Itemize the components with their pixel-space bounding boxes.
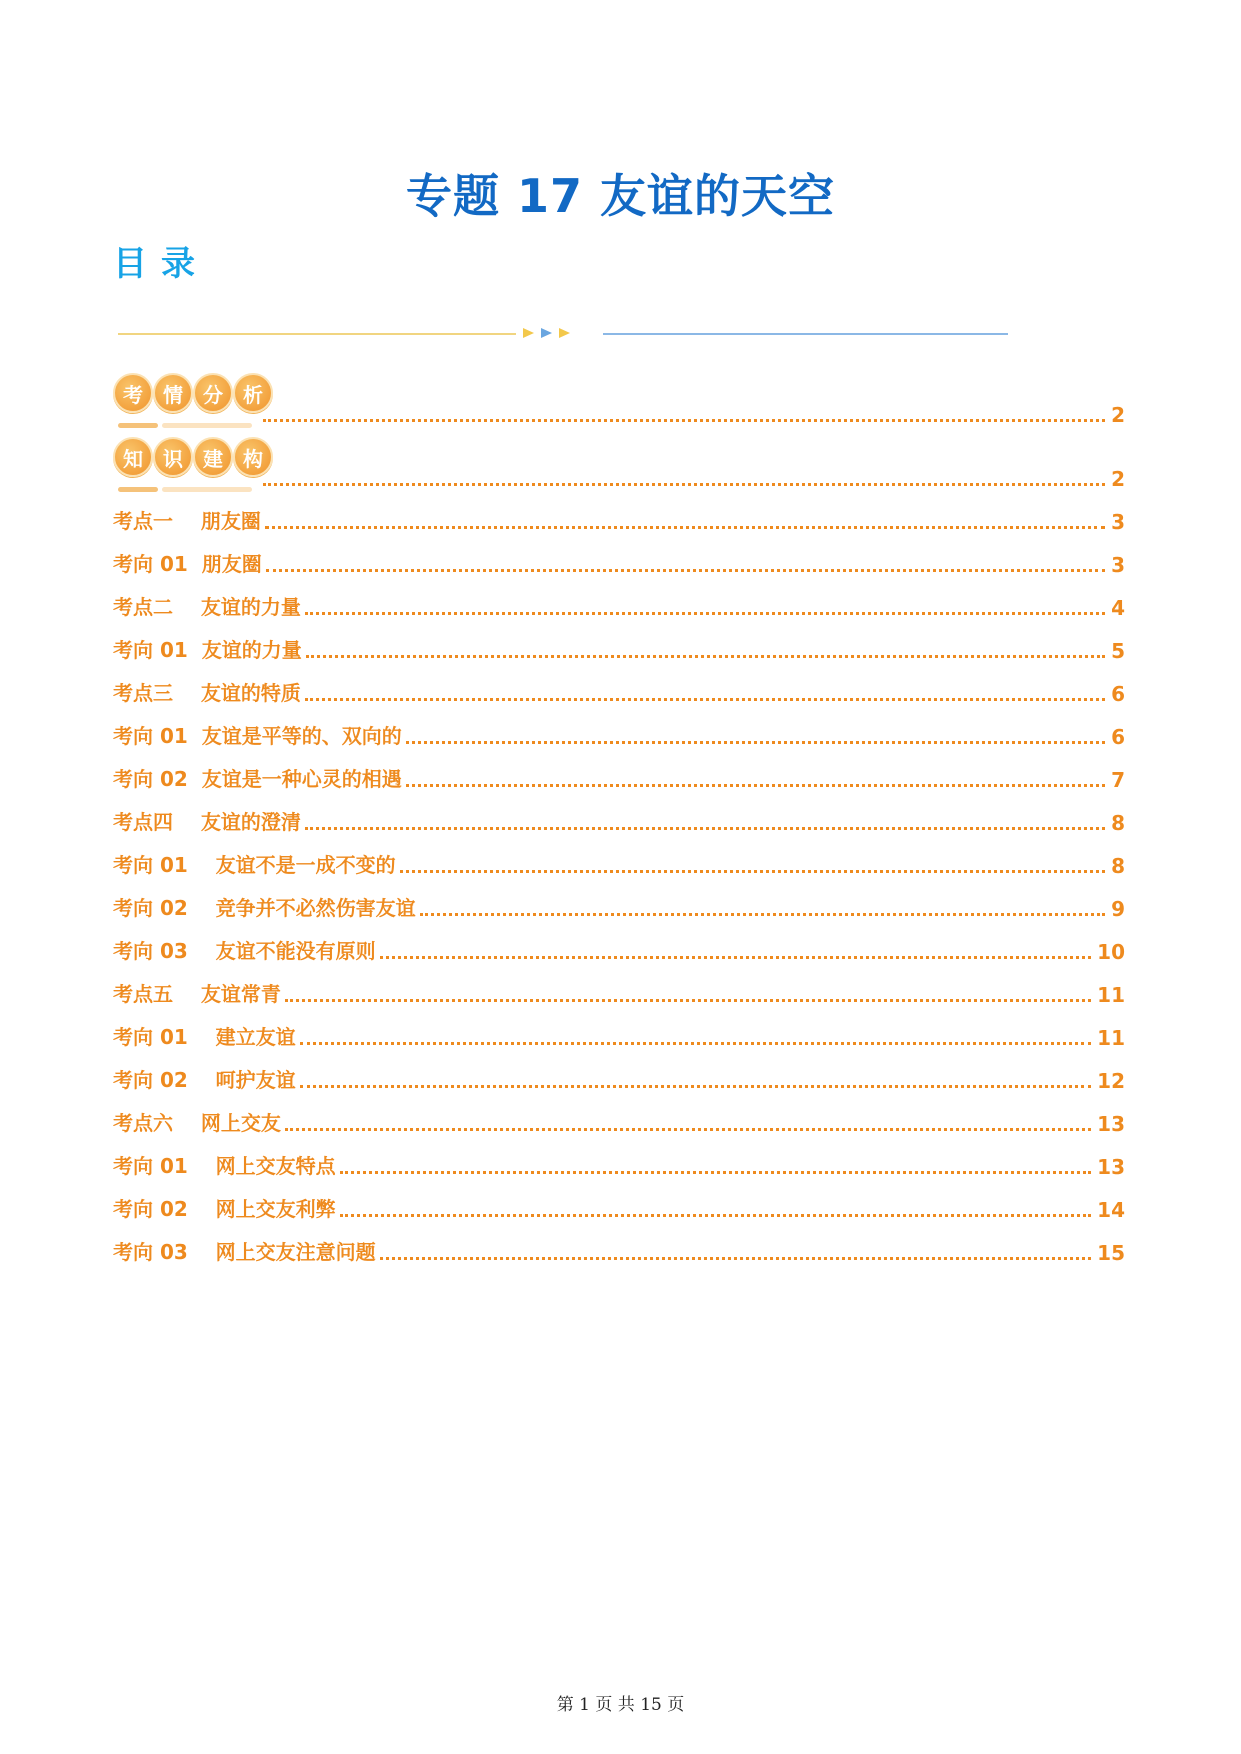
toc-leader-dots	[380, 956, 1092, 959]
toc-leader-dots	[265, 526, 1105, 529]
toc-page-number: 6	[1111, 725, 1125, 749]
toc-leader-dots	[400, 870, 1105, 873]
toc-page-number: 3	[1111, 553, 1125, 577]
toc-leader-dots	[380, 1257, 1092, 1260]
toc-entry[interactable]	[113, 1192, 1125, 1222]
toc-entry-label: 考向 01 朋友圈	[113, 552, 262, 576]
toc-page-number: 5	[1111, 639, 1125, 663]
toc-page-number: 15	[1097, 1241, 1125, 1265]
footer-total-pages: 15	[640, 1695, 662, 1715]
toc-page-number: 11	[1097, 1026, 1125, 1050]
toc-entry-label: 考向 02 竞争并不必然伤害友谊	[113, 896, 416, 920]
toc-page-number: 2	[1111, 467, 1125, 491]
toc-entry[interactable]	[113, 504, 1125, 534]
toc-leader-dots	[263, 419, 1105, 422]
badge-char: 情	[153, 373, 193, 413]
toc-page-number: 10	[1097, 940, 1125, 964]
toc-entry[interactable]	[113, 1235, 1125, 1265]
divider-line-left	[118, 333, 516, 335]
toc-entry[interactable]	[113, 1020, 1125, 1050]
toc-entry[interactable]	[113, 1063, 1125, 1093]
toc-page-number: 7	[1111, 768, 1125, 792]
toc-entry[interactable]	[113, 676, 1125, 706]
badge-char: 建	[193, 437, 233, 477]
toc-leader-dots	[285, 1128, 1091, 1131]
toc-page-number: 14	[1097, 1198, 1125, 1222]
footer-mid: 页 共	[595, 1695, 635, 1715]
toc-page-number: 12	[1097, 1069, 1125, 1093]
badge-char: 识	[153, 437, 193, 477]
toc-entry-label: 考向 02 呵护友谊	[113, 1068, 296, 1092]
footer-current-page: 1	[579, 1695, 590, 1715]
toc-entry[interactable]	[113, 547, 1125, 577]
badge-char: 构	[233, 437, 273, 477]
toc-leader-dots	[285, 999, 1091, 1002]
toc-page-number: 13	[1097, 1155, 1125, 1179]
toc-leader-dots	[406, 784, 1105, 787]
toc-entry-label: 考向 03 网上交友注意问题	[113, 1240, 376, 1264]
arrow-icons	[523, 326, 593, 340]
toc-page-number: 11	[1097, 983, 1125, 1007]
toc-entry-label: 考点二 友谊的力量	[113, 595, 301, 619]
toc-entry-label: 考向 01 友谊是平等的、双向的	[113, 724, 402, 748]
badge-char: 析	[233, 373, 273, 413]
toc-entry-label: 考向 03 友谊不能没有原则	[113, 939, 376, 963]
toc-entry[interactable]	[113, 1149, 1125, 1179]
badge-char: 考	[113, 373, 153, 413]
toc-entry-label: 考点三 友谊的特质	[113, 681, 301, 705]
toc-leader-dots	[305, 698, 1105, 701]
toc-page-number: 9	[1111, 897, 1125, 921]
toc-page-number: 6	[1111, 682, 1125, 706]
toc-leader-dots	[305, 612, 1105, 615]
toc-page-number: 8	[1111, 854, 1125, 878]
toc-leader-dots	[305, 827, 1105, 830]
toc-entry[interactable]	[113, 762, 1125, 792]
toc-entry-label: 考点四 友谊的澄清	[113, 810, 301, 834]
toc-entry[interactable]	[113, 719, 1125, 749]
toc-entry-label: 考向 02 友谊是一种心灵的相遇	[113, 767, 402, 791]
toc-page-number: 8	[1111, 811, 1125, 835]
toc-leader-dots	[300, 1042, 1092, 1045]
toc-entry[interactable]	[113, 891, 1125, 921]
toc-page-number: 13	[1097, 1112, 1125, 1136]
toc-heading: 目录	[113, 244, 209, 284]
toc-leader-dots	[340, 1214, 1092, 1217]
toc-entry[interactable]	[113, 590, 1125, 620]
footer-suffix: 页	[667, 1695, 685, 1715]
toc-leader-dots	[263, 483, 1105, 486]
badge-char: 分	[193, 373, 233, 413]
footer-prefix: 第	[556, 1695, 574, 1715]
toc-entry-label: 考点一 朋友圈	[113, 509, 261, 533]
decorative-divider	[118, 326, 1008, 340]
toc-entry[interactable]	[113, 848, 1125, 878]
toc-leader-dots	[406, 741, 1105, 744]
toc-entry-label: 考向 01 友谊不是一成不变的	[113, 853, 396, 877]
page-footer	[0, 1690, 1241, 1715]
toc-page-number: 2	[1111, 403, 1125, 427]
toc-entry[interactable]	[113, 977, 1125, 1007]
divider-line-right	[603, 333, 1008, 335]
toc-entry-label: 考向 01 网上交友特点	[113, 1154, 336, 1178]
toc-row-section[interactable]	[113, 461, 1125, 491]
toc-row-section[interactable]	[113, 397, 1125, 427]
badge-char: 知	[113, 437, 153, 477]
toc-entry-label: 考点五 友谊常青	[113, 982, 281, 1006]
toc-entry-label: 考向 01 建立友谊	[113, 1025, 296, 1049]
toc-leader-dots	[266, 569, 1105, 572]
toc-page-number: 4	[1111, 596, 1125, 620]
toc-leader-dots	[300, 1085, 1092, 1088]
toc-entry[interactable]	[113, 1106, 1125, 1136]
toc-entry-label: 考点六 网上交友	[113, 1111, 281, 1135]
toc-leader-dots	[340, 1171, 1092, 1174]
toc-page-number: 3	[1111, 510, 1125, 534]
toc-entry[interactable]	[113, 805, 1125, 835]
toc-entry-label: 考向 02 网上交友利弊	[113, 1197, 336, 1221]
toc-leader-dots	[420, 913, 1105, 916]
toc-entry[interactable]	[113, 633, 1125, 663]
toc-entry[interactable]	[113, 934, 1125, 964]
page-title: 专题 17 友谊的天空	[405, 169, 836, 223]
toc-leader-dots	[306, 655, 1105, 658]
toc-entry-label: 考向 01 友谊的力量	[113, 638, 302, 662]
